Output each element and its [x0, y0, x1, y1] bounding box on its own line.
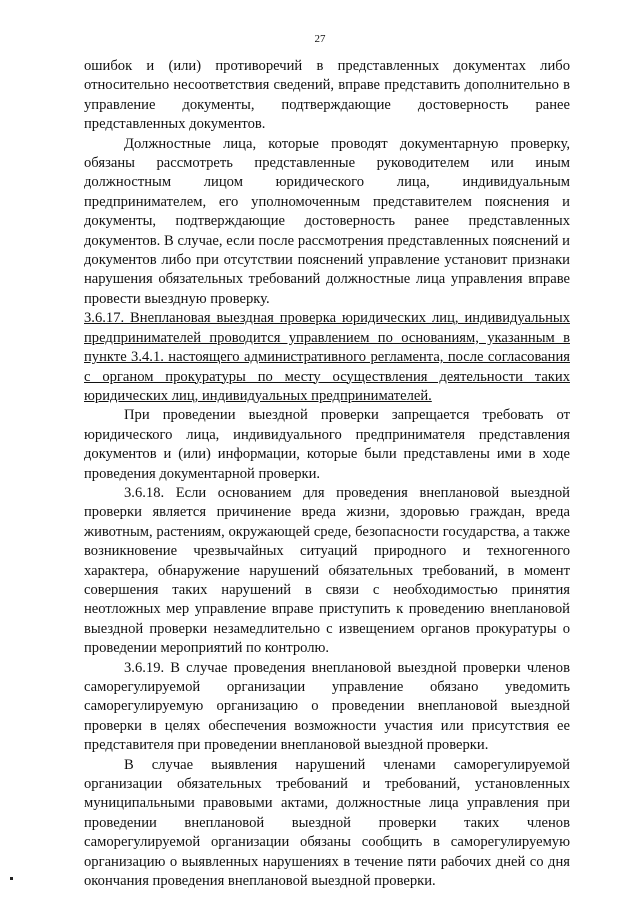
paragraph-3-6-19: 3.6.19. В случае проведения внеплановой выездной проверки членов саморегулируемой организации управление обязано уведомить саморегулируемую организацию о проведении внеплановой выездной проверки в целях обеспечения возможности участия или присутствия ее представителя при проведении внеплановой выездной проверки.	[84, 659, 570, 754]
paragraph-documentary-review: Должностные лица, которые проводят документарную проверку, обязаны рассмотреть представленные руководителем или иным должностным лицом юридического лица, индивидуальным предпринимателем, его уполномоченным представителем пояснения и документы, подтверждающие достоверность ранее представленных документов. В случае, если после рассмотрения представленных пояснений и документов либо при отсутствии пояснений управление установит признаки нарушения обязательных требований должностные лица управления вправе провести выездную проверку.	[84, 135, 570, 307]
paragraph-continuation: ошибок и (или) противоречий в представленных документах либо относительно несоответствия сведений, вправе представить дополнительно в управление документы, подтверждающие достоверность ранее представленных документов.	[84, 58, 570, 133]
document-body	[84, 57, 570, 891]
scan-artifact	[10, 877, 13, 880]
paragraph-3-6-18: 3.6.18. Если основанием для проведения внеплановой выездной проверки является причинение вреда жизни, здоровью граждан, вреда животным, растениям, окружающей среде, безопасности государства, а также возникновение чрезвычайных ситуаций природного и техногенного характера, обнаружение нарушений обязательных требований, в момент совершения таких нарушений в связи с необходимостью принятия неотложных мер управление вправе приступить к проведению внеплановой выездной проверки незамедлительно с извещением органов прокуратуры о проведении мероприятий по контролю.	[84, 484, 570, 657]
page-number: 27	[314, 33, 326, 45]
paragraph-sro-violations: В случае выявления нарушений членами саморегулируемой организации обязательных требований и требований, установленных муниципальными правовыми актами, должностные лица управления при проведении внеплановой выездной проверки таких членов саморегулируемой организации обязаны сообщить в саморегулируемую организацию о выявленных нарушениях в течение пяти рабочих дней со дня окончания проведения внеплановой выездной проверки.	[84, 756, 570, 890]
paragraph-field-inspection-restriction: При проведении выездной проверки запрещается требовать от юридического лица, индивидуального предпринимателя представления документов и (или) информации, которые были представлены ими в ходе проведения документарной проверки.	[84, 407, 570, 482]
paragraph-3-6-17: 3.6.17. Внеплановая выездная проверка юридических лиц, индивидуальных предпринимателей проводится управлением по основаниям, указанным в пункте 3.4.1. настоящего административного регламента, после согласования с органом прокуратуры по месту осуществления деятельности таких юридических лиц, индивидуальных предпринимателей.	[84, 310, 570, 404]
